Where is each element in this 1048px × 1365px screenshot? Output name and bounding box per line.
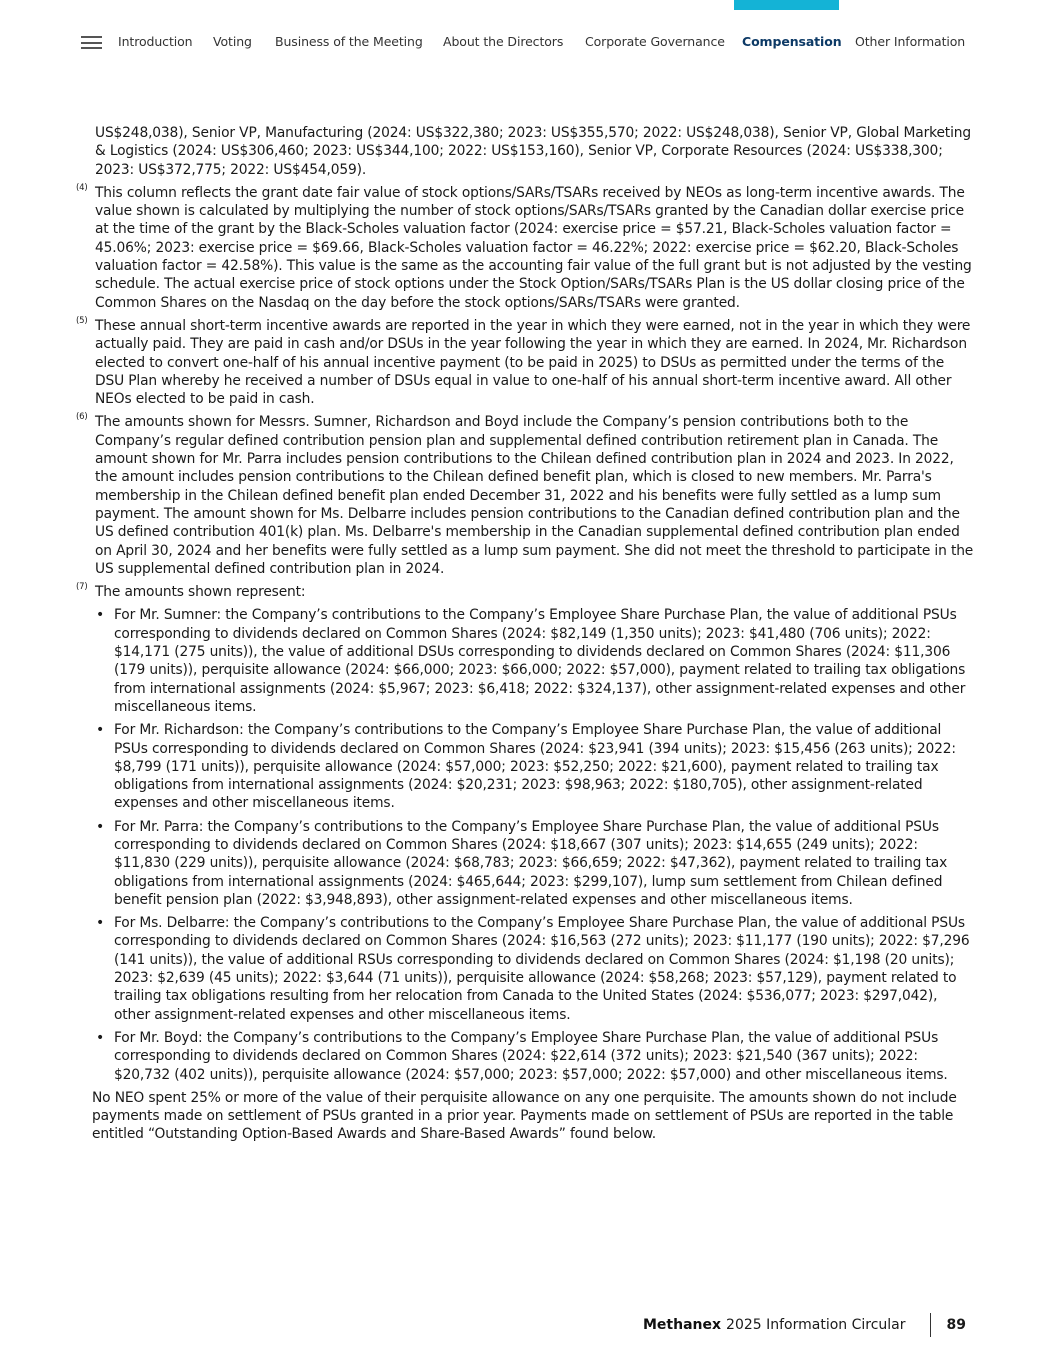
nav-voting[interactable]: Voting bbox=[213, 34, 252, 49]
nav-business-of-the-meeting[interactable]: Business of the Meeting bbox=[275, 34, 423, 49]
footnote-4 bbox=[74, 184, 974, 312]
list-item-boyd: • For Mr. Boyd: the Company’s contributions to the Company’s Employee Share Purchase Plan, the value of additional PSUs corresponding to dividends declared on Common Shares (2024: $22,614 (372 units); 2023: $21,540 (367 units); 2022: $20,732 (402 units)), perquisite allowance (2024: $57,000; 2023: $57,000; 2022: $57,000) and other miscellaneous items. bbox=[74, 1029, 974, 1084]
list-item-parra: • For Mr. Parra: the Company’s contributions to the Company’s Employee Share Purchase Plan, the value of additional PSUs corresponding to dividends declared on Common Shares (2024: $18,667 (307 units); 2023: $14,655 (249 units); 2022: $11,830 (229 units)), perquisite allowance (2024: $68,783; 2023: $66,659; 2022: $47,362), payment related to trailing tax obligations from international assignments (2024: $465,644; 2023: $299,107), lump sum settlement from Chilean defined benefit pension plan (2022: $3,948,893), other assignment-related expenses and other miscellaneous items. bbox=[74, 818, 974, 909]
document-body bbox=[74, 124, 974, 1144]
top-navigation bbox=[0, 0, 1048, 80]
nav-other-information[interactable]: Other Information bbox=[855, 34, 966, 49]
footer-title: 2025 Information Circular bbox=[726, 1317, 906, 1333]
page-number: 89 bbox=[946, 1317, 966, 1333]
page-footer bbox=[643, 1313, 966, 1337]
footnote-marker: (5) bbox=[76, 315, 88, 326]
list-item-richardson: • For Mr. Richardson: the Company’s contributions to the Company’s Employee Share Purchase Plan, the value of additional PSUs corresponding to dividends declared on Common Shares (2024: $23,941 (394 units); 2023: $15,456 (263 units); 2022: $8,799 (171 units)), perquisite allowance (2024: $57,000; 2023: $52,250; 2022: $21,600), payment related to trailing tax obligations from international assignments (2024: $20,231; 2023: $98,963; 2022: $180,705), other assignment-related expenses and other miscellaneous items. bbox=[74, 721, 974, 812]
footnote-5 bbox=[74, 317, 974, 408]
footnote-text: The amounts shown represent: bbox=[95, 584, 306, 601]
footnote-text: The amounts shown for Messrs. Sumner, Richardson and Boyd include the Company’s pension contributions both to the Company’s regular defined contribution pension plan and supplemental defined contribution retirement plan in Canada. The amount shown for Mr. Parra includes pension contributions to the Chilean defined contribution plan in 2024 and 2023. In 2022, the amount includes pension contributions to the Chilean defined benefit plan, which is closed to new members. Mr. Parra's membership in the Chilean defined benefit plan ended December 31, 2022 and his benefits were fully settled as a lump sum payment. The amount shown for Ms. Delbarre includes pension contributions to the Canadian defined contribution plan and the US defined contribution 401(k) plan. Ms. Delbarre's membership in the Canadian supplemental defined contribution plan ended on April 30, 2024 and her benefits were fully settled as a lump sum payment. She did not meet the threshold to participate in the US supplemental defined contribution plan in 2024. bbox=[95, 414, 974, 577]
footer-brand: Methanex bbox=[643, 1317, 722, 1333]
list-item-sumner: • For Mr. Sumner: the Company’s contributions to the Company’s Employee Share Purchase Plan, the value of additional PSUs corresponding to dividends declared on Common Shares (2024: $82,149 (1,350 units); 2023: $41,480 (706 units); 2022: $14,171 (275 units)), the value of additional DSUs corresponding to dividends declared on Common Shares (2024: $11,306 (179 units)), perquisite allowance (2024: $66,000; 2023: $66,000; 2022: $57,000), payment related to trailing tax obligations from international assignments (2024: $5,967; 2023: $6,418; 2022: $324,137), other assignment-related expenses and other miscellaneous items. bbox=[74, 606, 974, 716]
footnote-marker: (4) bbox=[76, 182, 88, 193]
nav-about-the-directors[interactable]: About the Directors bbox=[443, 34, 564, 49]
hamburger-menu-icon[interactable] bbox=[81, 36, 102, 49]
footnote-3-continuation bbox=[74, 124, 974, 179]
footnote-7 bbox=[74, 583, 974, 601]
footnote-text: US$248,038), Senior VP, Manufacturing (2024: US$322,380; 2023: US$355,570; 2022: US$248,038), Senior VP, Global Marketing & Logistics (2024: US$306,460; 2023: US$344,100; 2022: US$153,160), Senior VP, Corporate Resources (2024: US$338,300; 2023: US$372,775; 2022: US$454,059). bbox=[95, 125, 971, 178]
nav-corporate-governance[interactable]: Corporate Governance bbox=[585, 34, 725, 49]
footnote-6 bbox=[74, 413, 974, 578]
footnote-marker: (6) bbox=[76, 412, 88, 423]
closing-paragraph: No NEO spent 25% or more of the value of their perquisite allowance on any one perquisite. The amounts shown do not include payments made on settlement of PSUs granted in a prior year. Payments made on settlement of PSUs are reported in the table entitled “Outstanding Option-Based Awards and Share-Based Awards” found below. bbox=[92, 1089, 957, 1143]
footnote-text: This column reflects the grant date fair value of stock options/SARs/TSARs received by NEOs as long-term incentive awards. The value shown is calculated by multiplying the number of stock options/SARs/TSARs granted by the Canadian dollar exercise price at the time of the grant by the Black-Scholes valuation factor (2024: exercise price = $57.21, Black-Scholes valuation factor = 45.06%; 2023: exercise price = $69.66, Black-Scholes valuation factor = 46.22%; 2022: exercise price = $62.20, Black-Scholes valuation factor = 42.58%). This value is the same as the accounting fair value of the full grant but is not adjusted by the vesting schedule. The actual exercise price of stock options under the Stock Option/SARs/TSARs Plan is the US dollar closing price of the Common Shares on the Nasdaq on the day before the stock options/SARs/TSARs were granted. bbox=[95, 184, 972, 311]
list-item-delbarre: • For Ms. Delbarre: the Company’s contributions to the Company’s Employee Share Purchase Plan, the value of additional PSUs corresponding to dividends declared on Common Shares (2024: $16,563 (272 units); 2023: $11,177 (190 units); 2022: $7,296 (141 units)), the value of additional RSUs corresponding to dividends declared on Common Shares (2024: $1,198 (20 units); 2023: $2,639 (45 units); 2022: $3,644 (71 units)), perquisite allowance (2024: $58,268; 2023: $57,129), payment related to trailing tax obligations resulting from her relocation from Canada to the United States (2024: $536,077; 2023: $297,042), other assignment-related expenses and other miscellaneous items. bbox=[74, 914, 974, 1024]
active-tab-indicator bbox=[734, 0, 839, 10]
footnote-marker: (7) bbox=[76, 582, 88, 593]
amounts-bullet-list bbox=[74, 606, 974, 1083]
footer-divider bbox=[930, 1313, 931, 1337]
nav-compensation[interactable]: Compensation bbox=[742, 34, 842, 49]
footnote-text: These annual short-term incentive awards are reported in the year in which they were earned, not in the year in which they were actually paid. They are paid in cash and/or DSUs in the year following the year in which they are earned. In 2024, Mr. Richardson elected to convert one-half of his annual incentive payment (to be paid in 2025) to DSUs as permitted under the terms of the DSU Plan whereby he received a number of DSUs equal in value to one-half of his annual short-term incentive award. All other NEOs elected to be paid in cash. bbox=[95, 317, 971, 408]
nav-introduction[interactable]: Introduction bbox=[118, 34, 193, 49]
